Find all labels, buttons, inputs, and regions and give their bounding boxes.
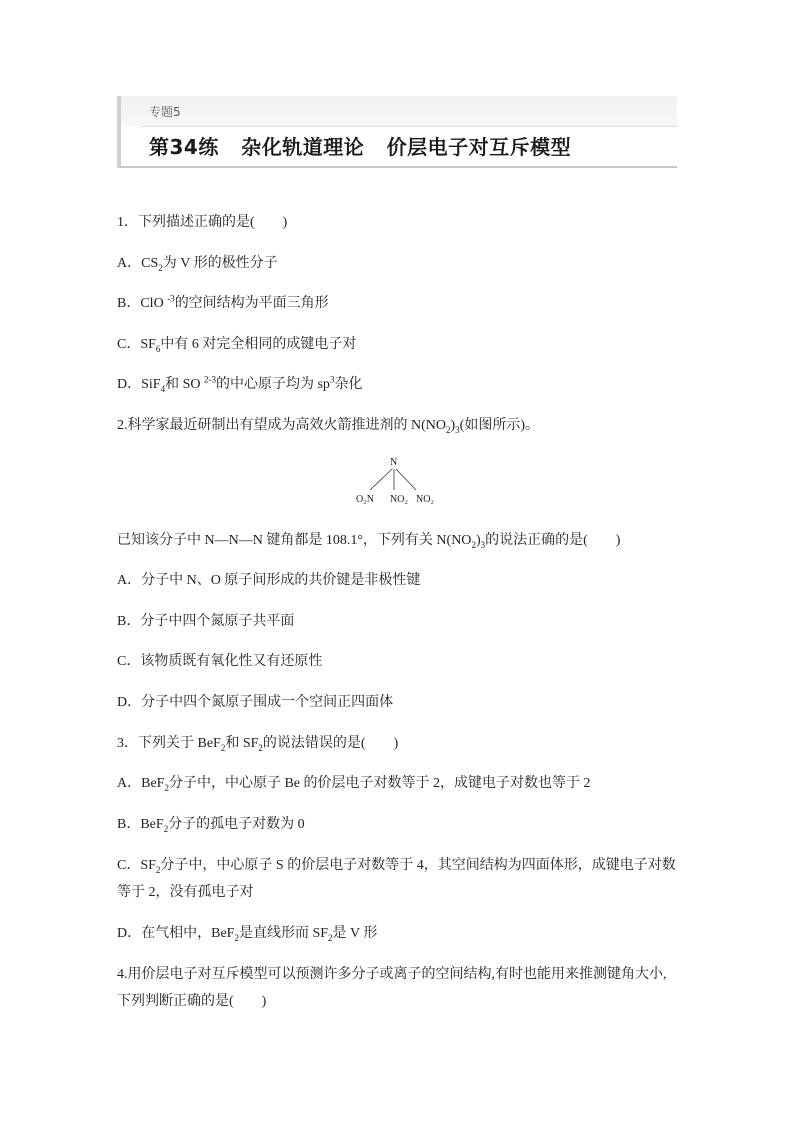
option-text: D．SiF bbox=[117, 377, 161, 392]
question-1-option-c bbox=[117, 335, 356, 355]
question-3-option-a bbox=[117, 774, 591, 794]
subscript: 2 bbox=[471, 539, 476, 550]
banner-divider bbox=[141, 126, 677, 127]
stem-text: 3．下列关于 BeF bbox=[117, 736, 221, 751]
topic-label: 专题5 bbox=[149, 105, 181, 119]
option-text: 是 V 形 bbox=[332, 926, 378, 941]
superscript: 2-3 bbox=[203, 374, 216, 385]
stem-text: ) bbox=[450, 418, 456, 433]
question-2-option-a: A．分子中 N、O 原子间形成的共价键是非极性键 bbox=[117, 573, 421, 588]
question-3-option-c-continued: 等于 2，没有孤电子对 bbox=[117, 885, 254, 900]
option-text: 中有 6 对完全相同的成键电子对 bbox=[160, 337, 357, 352]
superscript: 3 bbox=[329, 374, 335, 385]
option-text: 的中心原子均为 sp bbox=[215, 377, 330, 392]
option-text: A．CS bbox=[117, 256, 159, 271]
subscript: 6 bbox=[155, 343, 161, 354]
question-1-option-d bbox=[117, 375, 362, 395]
stem-text: 的说法错误的是( ) bbox=[262, 736, 399, 751]
stem-text: 2.科学家最近研制出有望成为高效火箭推进剂的 N(NO bbox=[117, 418, 446, 433]
stem-text: 的说法正确的是( ) bbox=[485, 533, 621, 548]
question-4-stem: 4.用价层电子对互斥模型可以预测许多分子或离子的空间结构,有时也能用来推测键角大小, bbox=[117, 967, 667, 982]
subscript: 2 bbox=[328, 932, 333, 943]
page-title: 第34练 杂化轨道理论 价层电子对互斥模型 bbox=[149, 135, 572, 159]
bond-line bbox=[370, 469, 392, 490]
subscript: 2 bbox=[158, 262, 163, 273]
diagram-right-group: NO₂ bbox=[416, 494, 434, 505]
question-2-option-b: B．分子中四个氮原子共平面 bbox=[117, 614, 295, 629]
stem-text: (如图所示)。 bbox=[459, 418, 539, 433]
diagram-left-group: O₂N bbox=[356, 494, 374, 505]
chapter-banner bbox=[117, 96, 677, 168]
subscript: 2 bbox=[446, 424, 451, 435]
option-text: 分子中，中心原子 S 的价层电子对数等于 4，其空间结构为四面体形，成键电子对数 bbox=[160, 858, 676, 873]
option-text: 杂化 bbox=[334, 377, 363, 392]
subscript: 2 bbox=[155, 864, 161, 875]
question-4-stem-continued: 下列判断正确的是( ) bbox=[117, 994, 267, 1009]
option-text: 分子的孤电子对数为 0 bbox=[168, 817, 305, 832]
question-3-option-c bbox=[117, 856, 676, 876]
subscript: 2 bbox=[258, 742, 263, 753]
option-text: A．BeF bbox=[117, 776, 165, 791]
question-2-stem bbox=[117, 416, 539, 436]
option-text: B．BeF bbox=[117, 817, 164, 832]
stem-text: ) bbox=[475, 533, 481, 548]
question-3-option-d bbox=[117, 924, 377, 944]
option-text: C．SF bbox=[117, 337, 156, 352]
subscript: 3 bbox=[455, 424, 460, 435]
question-3-stem bbox=[117, 734, 398, 754]
subscript: 2 bbox=[234, 932, 239, 943]
option-text: B．ClO bbox=[117, 296, 168, 311]
option-text: 是直线形而 SF bbox=[238, 926, 329, 941]
stem-text: 已知该分子中 N—N—N 键角都是 108.1°，下列有关 N(NO bbox=[117, 533, 472, 548]
question-1-option-b bbox=[117, 294, 329, 314]
option-text: D．在气相中，BeF bbox=[117, 926, 235, 941]
stem-text: 和 SF bbox=[225, 736, 259, 751]
molecule-structure-diagram bbox=[352, 454, 452, 510]
option-text: 为 V 形的极性分子 bbox=[162, 256, 278, 271]
subscript: 2 bbox=[220, 742, 226, 753]
diagram-central-n: N bbox=[390, 457, 398, 468]
option-text: 和 SO bbox=[165, 377, 204, 392]
question-3-option-b bbox=[117, 815, 305, 835]
question-2-info bbox=[117, 531, 620, 551]
subscript: 2 bbox=[164, 782, 169, 793]
diagram-middle-group: NO₂ bbox=[390, 494, 408, 505]
question-1-option-a bbox=[117, 254, 278, 274]
option-text: C．SF bbox=[117, 858, 156, 873]
question-1-stem: 1．下列描述正确的是( ) bbox=[117, 215, 288, 230]
subscript: 2 bbox=[163, 823, 169, 834]
subscript: 4 bbox=[160, 383, 166, 394]
bond-line bbox=[396, 469, 416, 490]
question-2-option-c: C．该物质既有氧化性又有还原性 bbox=[117, 654, 323, 669]
subscript: 3 bbox=[480, 539, 486, 550]
option-text: 的空间结构为平面三角形 bbox=[174, 296, 329, 311]
question-2-option-d: D．分子中四个氮原子围成一个空间正四面体 bbox=[117, 695, 394, 710]
superscript: -3 bbox=[167, 293, 175, 304]
option-text: 分子中，中心原子 Be 的价层电子对数等于 2，成键电子对数也等于 2 bbox=[168, 776, 591, 791]
